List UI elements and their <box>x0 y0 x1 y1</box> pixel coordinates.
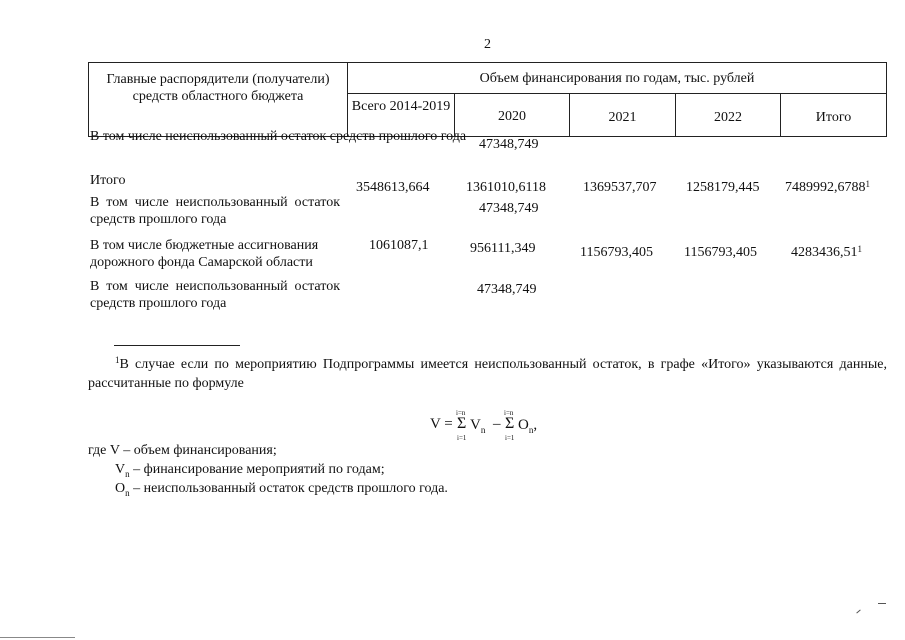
row-label: В том числе бюджетные ассигнования дорожного фонда Самарской области <box>90 238 319 270</box>
row-value-total: 4283436,51$^1$ <box>791 244 862 260</box>
footnote <box>88 355 887 393</box>
scan-mark <box>878 603 886 604</box>
sigma-symbol: Σ <box>457 415 467 432</box>
row-value-2021: 1156793,405 <box>580 245 653 260</box>
row-value-2022: 1156793,405 <box>684 245 757 260</box>
footnote-text: $^1$В случае если по мероприятию Подпрограммы имеется неиспользованный остаток, в графе «Итого» указываются данные, рассчитанные по формуле <box>88 355 887 391</box>
row-value-total-2014-2019: 1061087,1 <box>369 238 429 253</box>
row-value-2020: 47348,749 <box>479 137 539 152</box>
row-value-2022: 1258179,445 <box>686 180 760 195</box>
row-label: В том числе неиспользованный остаток средств прошлого года <box>90 279 340 311</box>
footnote-marker: 1 <box>857 244 862 254</box>
row-value-total-2014-2019: 3548613,664 <box>356 180 430 195</box>
formula-minus: – <box>493 416 501 432</box>
formula-term1: $V_n$ <box>470 417 486 435</box>
sum-lower-limit: i=1 <box>457 434 467 442</box>
row-value-2020: 1361010,6118 <box>466 180 546 195</box>
row-value-2020: 47348,749 <box>477 282 537 297</box>
header-year-2020: 2020 <box>498 109 526 124</box>
formula-term2: $O_n$, <box>518 417 538 435</box>
row-value-2021: 1369537,707 <box>583 180 657 195</box>
header-col-distributors: Главные распорядители (получатели) средств областного бюджета <box>106 72 330 104</box>
header-total-2014-2019: Всего 2014-2019 <box>351 99 451 114</box>
sigma-symbol: Σ <box>505 415 515 432</box>
page-number: 2 <box>484 37 491 52</box>
footnote-separator <box>114 345 240 346</box>
footnote-marker: 1 <box>865 179 870 189</box>
row-label: В том числе неиспользованный остаток средств прошлого года <box>90 195 340 227</box>
formula-definition: $V_n$ – финансирование мероприятий по годам; <box>115 462 385 479</box>
row-label: Итого <box>90 173 126 188</box>
scan-edge <box>0 637 75 638</box>
footnote-marker: 1 <box>115 355 120 365</box>
header-col-total: Итого <box>815 110 852 125</box>
financing-table-header <box>88 62 887 137</box>
formula-lhs: V = <box>430 416 453 432</box>
sum-upper-limit: i=n <box>456 409 466 417</box>
scan-mark <box>856 610 860 614</box>
formula-where: где V – объем финансирования; <box>88 443 277 458</box>
sum-upper-limit: i=n <box>504 409 514 417</box>
header-year-2021: 2021 <box>608 110 637 125</box>
header-year-2022: 2022 <box>714 110 742 125</box>
row-value-2020: 956111,349 <box>470 241 536 256</box>
row-label: В том числе неиспользованный остаток средств прошлого года <box>90 129 467 144</box>
formula-definition: $О_n$ – неиспользованный остаток средств прошлого года. <box>115 481 448 498</box>
row-value-total: 7489992,6788$^1$ <box>785 179 870 195</box>
header-financing-group: Объем финансирования по годам, тыс. рублей <box>479 71 755 86</box>
sum-lower-limit: i=1 <box>505 434 515 442</box>
row-value-2020: 47348,749 <box>479 201 539 216</box>
